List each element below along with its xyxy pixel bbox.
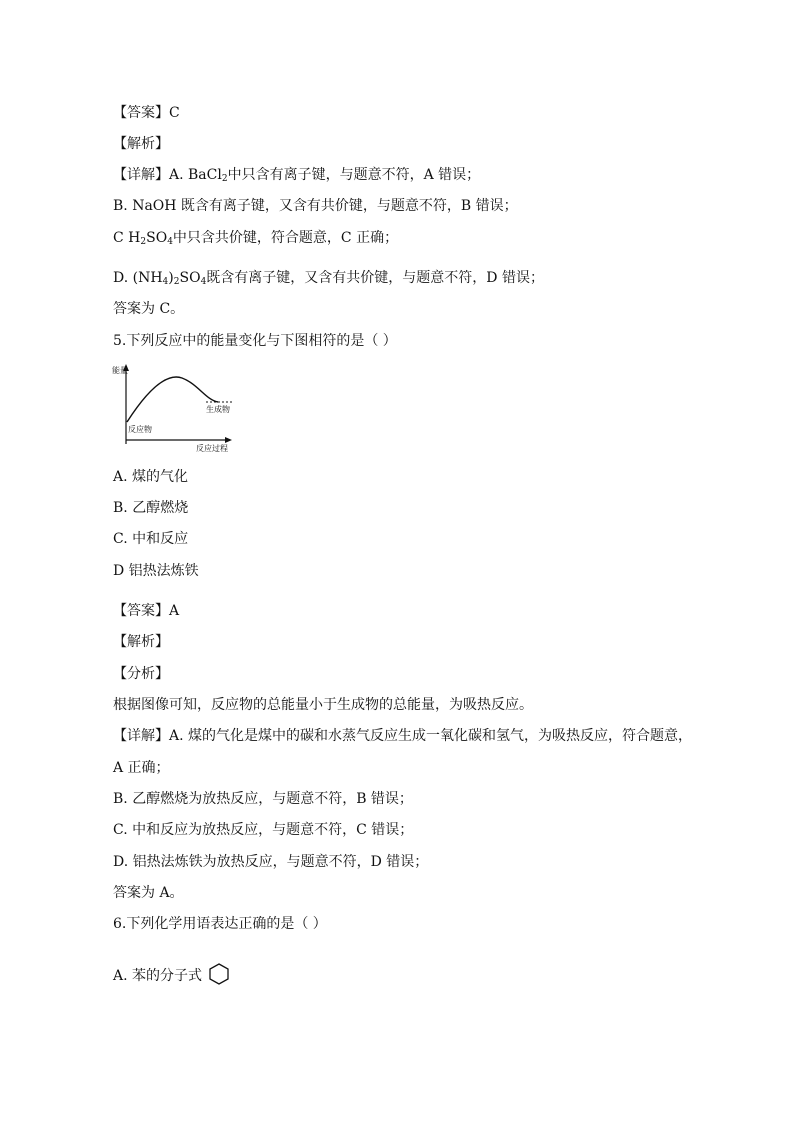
q5-detail-a-line2: A 正确； xyxy=(113,760,170,776)
reactant-label: 反应物 xyxy=(128,425,152,434)
energy-diagram xyxy=(110,362,250,454)
q4-answer: 【答案】C xyxy=(113,105,180,121)
q5-detail-b: B. 乙醇燃烧为放热反应，与题意不符，B 错误； xyxy=(113,791,413,807)
q5-option-c: C. 中和反应 xyxy=(113,531,189,547)
q5-option-a: A. 煤的气化 xyxy=(113,469,189,485)
q6-question: 6.下列化学用语表达正确的是（ ） xyxy=(113,916,327,932)
product-label: 生成物 xyxy=(206,405,230,414)
q5-detail-c: C. 中和反应为放热反应，与题意不符，C 错误； xyxy=(113,822,414,838)
x-axis-arrow xyxy=(225,437,232,443)
benzene-ring-icon xyxy=(208,962,230,991)
q4-conclusion: 答案为 C。 xyxy=(113,301,185,317)
q5-analysis-heading: 【解析】 xyxy=(113,634,169,650)
q4-detail-d: D. $(NH_4)_2SO_4$既含有离子键，又含有共价键，与题意不符，D 错误； xyxy=(113,270,544,287)
q4-analysis-heading: 【解析】 xyxy=(113,136,169,152)
q5-option-b: B. 乙醇燃烧 xyxy=(113,500,189,516)
q5-conclusion: 答案为 A。 xyxy=(113,885,184,901)
q4-detail-c: C $H_2SO_4$中只含共价键，符合题意，C 正确； xyxy=(113,230,399,247)
x-axis-label: 反应过程 xyxy=(196,444,228,453)
energy-curve xyxy=(127,377,218,422)
q5-answer: 【答案】A xyxy=(113,603,180,619)
q5-fenxi-heading: 【分析】 xyxy=(113,666,169,682)
q6-option-a: A. 苯的分子式 xyxy=(113,962,230,991)
y-axis-label: 能量 xyxy=(112,366,128,375)
q5-detail-d: D. 铝热法炼铁为放热反应，与题意不符，D 错误； xyxy=(113,854,429,870)
q5-detail-a-line1: 【详解】A. 煤的气化是煤中的碳和水蒸气反应生成一氧化碳和氢气，为吸热反应，符合题意， xyxy=(113,728,693,744)
q5-fenxi-text: 根据图像可知，反应物的总能量小于生成物的总能量，为吸热反应。 xyxy=(113,697,533,713)
q5-question: 5.下列反应中的能量变化与下图相符的是（ ） xyxy=(113,333,397,349)
q5-option-d: D 铝热法炼铁 xyxy=(113,563,199,579)
q4-detail-a: 【详解】A. BaCl$_2$中只含有离子键，与题意不符，A 错误； xyxy=(113,167,481,184)
q4-detail-b: B. NaOH 既含有离子键，又含有共价键，与题意不符，B 错误； xyxy=(113,198,518,214)
